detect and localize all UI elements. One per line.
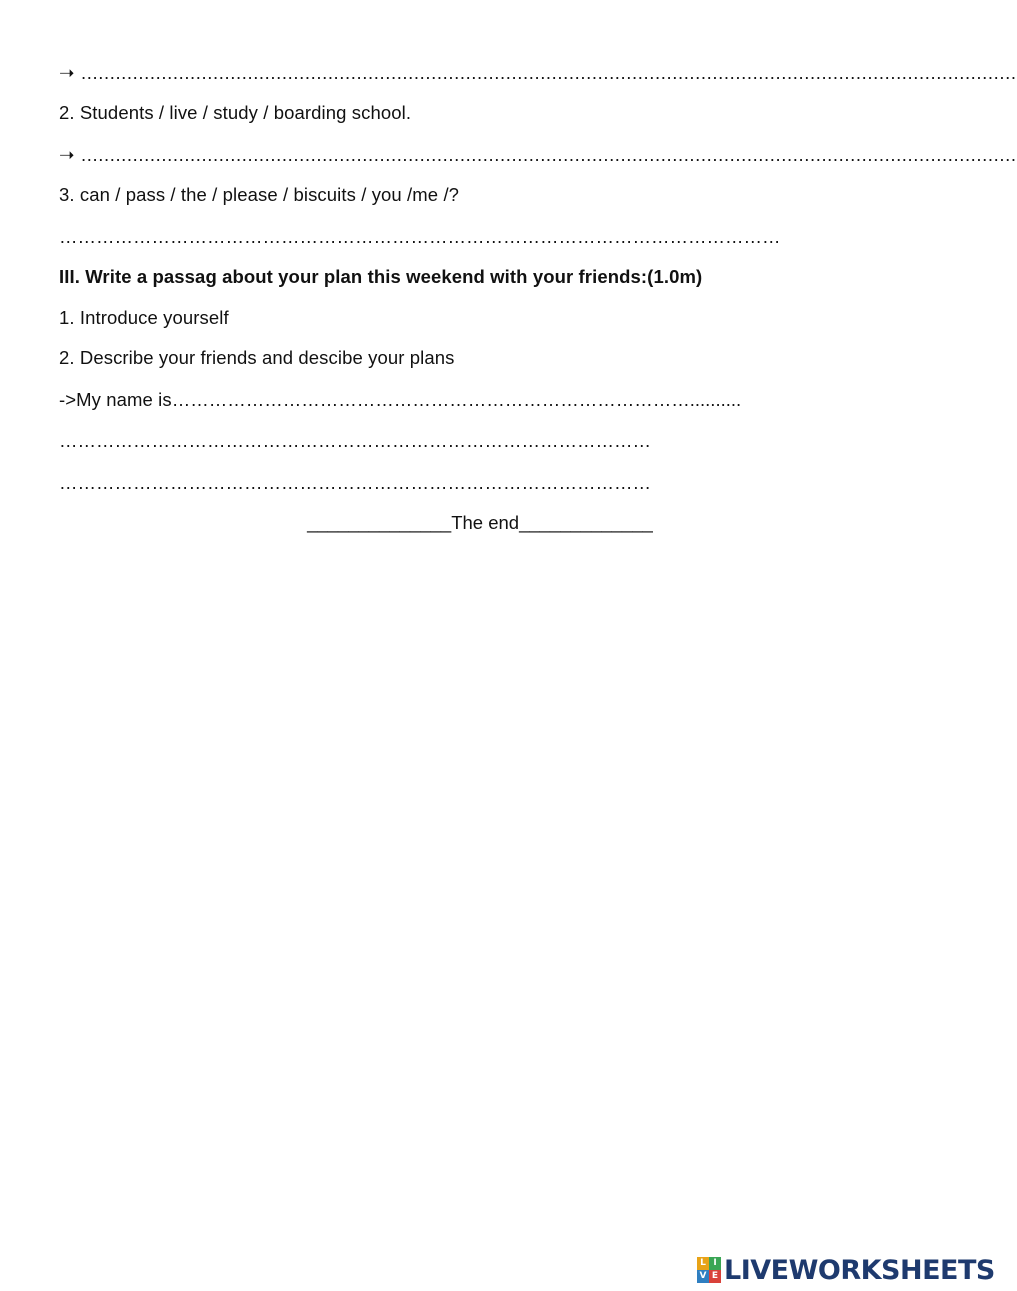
writing-starter[interactable] bbox=[59, 389, 742, 411]
writing-line-1[interactable] bbox=[59, 430, 651, 452]
answer-dots-3[interactable]: ……………………………………………………………………………………………………… bbox=[59, 226, 781, 247]
writing-dots-2[interactable]: …………………………………………………………………………………… bbox=[59, 472, 651, 493]
starter-dots[interactable]: ………………………………………………………………………….......... bbox=[171, 389, 742, 410]
answer-line-1[interactable] bbox=[59, 62, 1017, 84]
answer-line-2[interactable] bbox=[59, 144, 1017, 166]
arrow-icon: ➝ bbox=[59, 144, 75, 165]
instruction-2: 2. Describe your friends and descibe your plans bbox=[59, 347, 455, 368]
the-end-marker: ______________The end_____________ bbox=[307, 512, 653, 533]
logo-letter-i: I bbox=[709, 1257, 721, 1270]
section-3-heading: III. Write a passag about your plan this weekend with your friends:(1.0m) bbox=[59, 266, 703, 287]
instruction-1: 1. Introduce yourself bbox=[59, 307, 229, 328]
writing-dots-1[interactable]: …………………………………………………………………………………… bbox=[59, 430, 651, 451]
writing-line-2[interactable] bbox=[59, 472, 651, 494]
answer-line-3[interactable] bbox=[59, 226, 781, 248]
liveworksheets-logo bbox=[697, 1254, 995, 1286]
logo-text: LIVEWORKSHEETS bbox=[724, 1254, 995, 1286]
answer-dots-1[interactable]: ................................................................................................................................................................... bbox=[81, 62, 1017, 83]
logo-letter-v: V bbox=[697, 1270, 709, 1283]
arrow-icon: ➝ bbox=[59, 62, 75, 83]
starter-prefix: ->My name is bbox=[59, 389, 172, 410]
question-2: 2. Students / live / study / boarding school. bbox=[59, 102, 412, 123]
logo-letter-l: L bbox=[697, 1257, 709, 1270]
logo-letter-e: E bbox=[709, 1270, 721, 1283]
question-3: 3. can / pass / the / please / biscuits / you /me /? bbox=[59, 184, 460, 205]
answer-dots-2[interactable]: ................................................................................................................................................................... bbox=[81, 144, 1017, 165]
liveworksheets-mark-icon bbox=[697, 1257, 721, 1283]
